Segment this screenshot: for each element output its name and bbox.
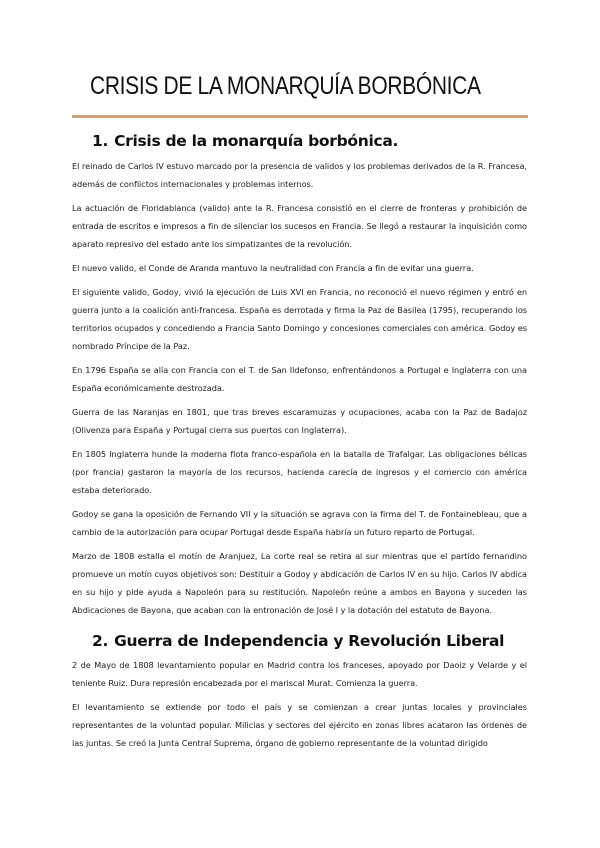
section-2-heading <box>92 632 504 650</box>
section-2-body <box>72 656 527 758</box>
paragraph: El levantamiento se extiende por todo el país y se comienzan a crear juntas locales y provinciales representantes de la voluntad popular. Milicias y sectores del ejército en zonas libres acataron las órdenes de las juntas. Se creó la Junta Central Suprema, órgano de gobierno representante de la voluntad dirigido <box>72 701 527 749</box>
paragraph: Marzo de 1808 estalla el motín de Aranjuez, La corte real se retira al sur mientras que el partido fernandino promueve un motín cuyos objetivos son: Destituir a Godoy y abdicación de Carlos IV en su hijo. Carlos IV abdica en su hijo y pide ayuda a Napoleón para su restitución. Napoleón reúne a ambos en Bayona y suceden las Abdicaciones de Bayona, que acaban con la entronación de José I y la dotación del estatuto de Bayona. <box>72 551 527 616</box>
paragraph: El reinado de Carlos IV estuvo marcado por la presencia de validos y los problemas derivados de la R. Francesa, además de conflictos internacionales y problemas internos. <box>72 161 527 190</box>
paragraph: 2 de Mayo de 1808 levantamiento popular en Madrid contra los franceses, apoyado por Daoiz y Velarde y el teniente Ruiz. Dura represión encabezada por el mariscal Murat. Comienza la guerra. <box>72 660 527 689</box>
page-title: CRISIS DE LA MONARQUÍA BORBÓNICA <box>90 72 481 100</box>
section-1-title: Crisis de la monarquía borbónica. <box>114 132 399 150</box>
title-divider <box>72 115 528 118</box>
paragraph: La actuación de Floridablanca (valido) ante la R. Francesa consistió en el cierre de fronteras y prohibición de entrada de escritos e impresos a fin de silenciar los sucesos en Francia. Se llegó a restaurar la inquisición como aparato represivo del estado ante los simpatizantes de la revolución. <box>72 202 527 250</box>
paragraph: El nuevo valido, el Conde de Aranda mantuvo la neutralidad con Francia a fin de evitar una guerra. <box>72 263 474 274</box>
section-1-number: 1. <box>92 132 109 150</box>
paragraph: Guerra de las Naranjas en 1801, que tras breves escaramuzas y ocupaciones, acaba con la Paz de Badajoz (Olivenza para España y Portugal cierra sus puertos con Inglaterra). <box>72 407 527 436</box>
section-1-body <box>72 157 527 625</box>
section-1-heading <box>92 132 398 150</box>
section-2-title: Guerra de Independencia y Revolución Liberal <box>114 632 505 650</box>
paragraph: El siguiente valido, Godoy, vivió la ejecución de Luis XVI en Francia, no reconoció el nuevo régimen y entró en guerra junto a la coalición anti-francesa. España es derrotada y firma la Paz de Basilea (1795), recuperando los territorios ocupados y concediendo a Francia Santo Domingo y concesiones comerciales con américa. Godoy es nombrado Príncipe de la Paz. <box>72 286 527 352</box>
paragraph: En 1796 España se alía con Francia con el T. de San Ildefonso, enfrentándonos a Portugal e Inglaterra con una España económicamente destrozada. <box>72 365 527 394</box>
paragraph: Godoy se gana la oposición de Fernando VII y la situación se agrava con la firma del T. de Fontainebleau, que a cambio de la autorización para ocupar Portugal desde España habría un futuro reparto de Portugal. <box>72 509 527 538</box>
section-2-number: 2. <box>92 632 109 650</box>
paragraph: En 1805 Inglaterra hunde la moderna flota franco-española en la batalla de Trafalgar. Las obligaciones bélicas (por francia) gastaron la mayoría de los recursos, hacienda carecía de ingresos y el comercio con américa estaba deteriorado. <box>72 449 527 496</box>
